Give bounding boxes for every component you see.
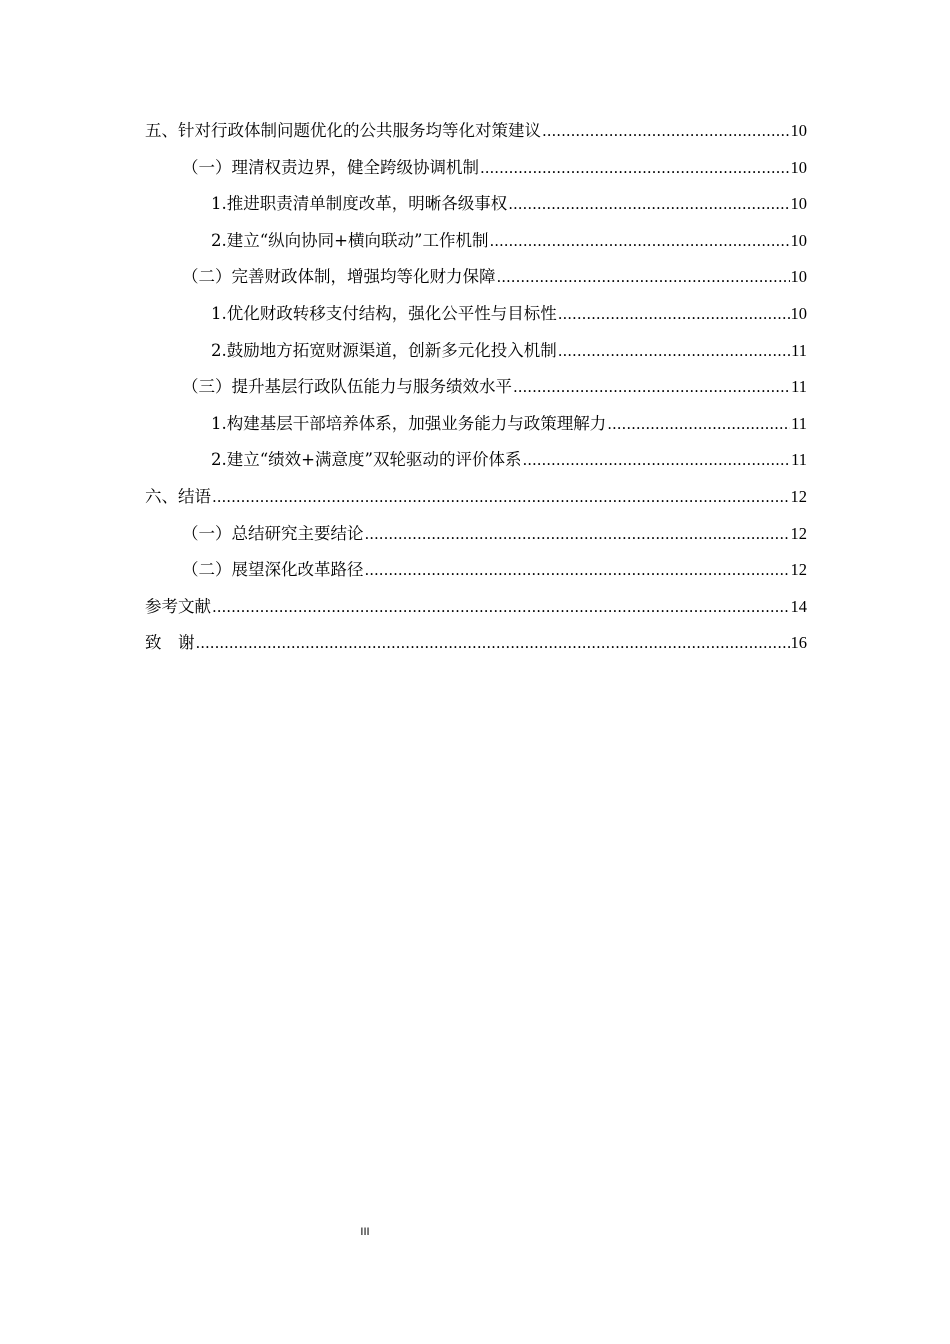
toc-entry-page: 12 (790, 523, 807, 543)
toc-entry-title: （一）理清权责边界，健全跨级协调机制 (182, 157, 479, 177)
toc-entry-title: 致 谢 (145, 633, 195, 653)
toc-entry[interactable] (145, 113, 807, 150)
toc-entry-title: 2.鼓励地方拓宽财源渠道，创新多元化投入机制 (211, 340, 557, 360)
page-number-footer: III (360, 1226, 370, 1238)
toc-entry-title: 2.建立“纵向协同+横向联动”工作机制 (211, 230, 489, 250)
toc-entry[interactable] (145, 552, 807, 589)
toc-entry-title: 参考文献 (145, 596, 211, 616)
toc-entry[interactable] (145, 296, 807, 333)
toc-dot-leader (607, 406, 790, 443)
toc-entry-page: 10 (790, 121, 807, 140)
toc-dot-leader (489, 223, 789, 260)
toc-entry[interactable] (145, 442, 807, 479)
toc-entry[interactable] (145, 516, 807, 553)
toc-dot-leader (365, 552, 790, 589)
toc-entry[interactable] (145, 625, 807, 662)
toc-dot-leader (212, 479, 790, 516)
toc-dot-leader (497, 259, 790, 296)
toc-entry-page: 11 (791, 450, 807, 470)
toc-entry-page: 16 (790, 633, 807, 653)
toc-entry-title: （二）展望深化改革路径 (182, 560, 364, 580)
toc-entry[interactable] (145, 259, 807, 296)
toc-entry-page: 10 (790, 267, 807, 287)
toc-entry[interactable] (145, 589, 807, 626)
toc-entry-page: 10 (790, 157, 807, 177)
toc-entry[interactable] (145, 186, 807, 223)
toc-entry-title: （三）提升基层行政队伍能力与服务绩效水平 (182, 377, 512, 397)
toc-entry-title: 2.建立“绩效+满意度”双轮驱动的评价体系 (211, 450, 522, 470)
toc-entry-title: 五、针对行政体制问题优化的公共服务均等化对策建议 (145, 121, 541, 140)
toc-dot-leader (558, 333, 790, 370)
toc-dot-leader (513, 369, 790, 406)
toc-dot-leader (542, 113, 790, 150)
toc-dot-leader (558, 296, 790, 333)
toc-entry-title: 六、结语 (145, 486, 211, 506)
toc-entry-page: 10 (790, 303, 807, 323)
toc-entry-page: 12 (790, 560, 807, 580)
toc-entry-page: 10 (790, 230, 807, 250)
table-of-contents (145, 113, 807, 662)
toc-entry[interactable] (145, 369, 807, 406)
toc-entry-title: （一）总结研究主要结论 (182, 523, 364, 543)
toc-entry[interactable] (145, 406, 807, 443)
toc-dot-leader (212, 589, 790, 626)
toc-entry[interactable] (145, 150, 807, 187)
toc-entry-page: 11 (791, 340, 807, 360)
toc-entry-title: （二）完善财政体制，增强均等化财力保障 (182, 267, 496, 287)
toc-dot-leader (480, 150, 790, 187)
toc-dot-leader (522, 442, 790, 479)
toc-entry-title: 1.优化财政转移支付结构，强化公平性与目标性 (211, 303, 557, 323)
toc-entry-page: 11 (791, 377, 807, 397)
toc-entry[interactable] (145, 479, 807, 516)
toc-entry-page: 10 (790, 194, 807, 214)
toc-entry-page: 11 (791, 413, 807, 433)
toc-entry-page: 12 (790, 486, 807, 506)
toc-dot-leader (365, 516, 790, 553)
toc-entry-page: 14 (790, 596, 807, 616)
toc-entry[interactable] (145, 223, 807, 260)
toc-entry[interactable] (145, 333, 807, 370)
toc-dot-leader (508, 186, 789, 223)
toc-entry-title: 1.构建基层干部培养体系，加强业务能力与政策理解力 (211, 413, 607, 433)
toc-dot-leader (196, 625, 790, 662)
toc-entry-title: 1.推进职责清单制度改革，明晰各级事权 (211, 194, 508, 214)
